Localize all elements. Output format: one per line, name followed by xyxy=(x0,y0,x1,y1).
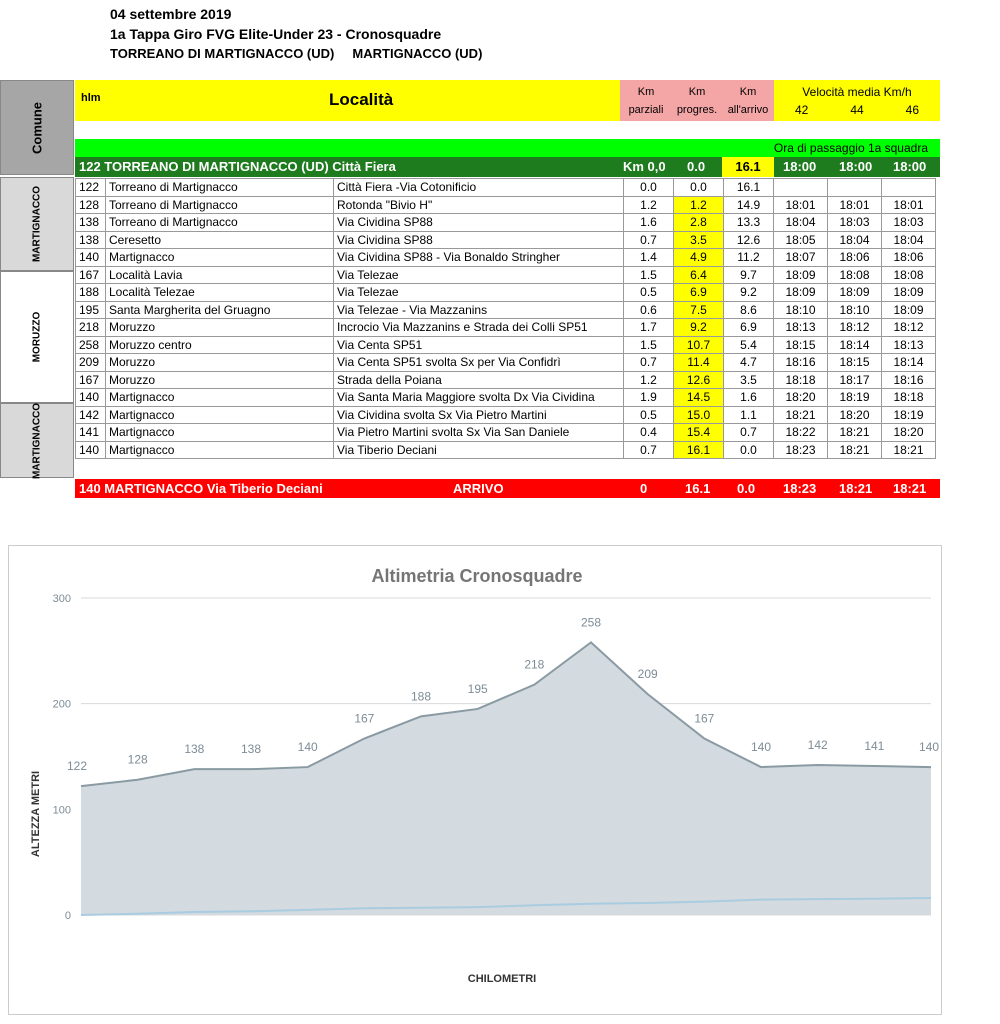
elevation-data-label: 140 xyxy=(297,740,318,755)
row-time-44: 18:21 xyxy=(828,424,882,442)
start-row xyxy=(75,157,940,177)
start-row-t2: 18:00 xyxy=(839,159,873,174)
localita-header: Località xyxy=(329,90,394,109)
header-end-place: MARTIGNACCO (UD) xyxy=(352,46,483,61)
row-time-46: 18:09 xyxy=(882,284,936,302)
row-hlm: 138 xyxy=(76,214,106,232)
elevation-data-label: 122 xyxy=(67,759,88,774)
row-km-progres: 11.4 xyxy=(674,354,724,372)
km-parziali-line1: Km xyxy=(637,86,655,98)
row-time-44: 18:17 xyxy=(828,371,882,389)
row-km-parziali: 0.5 xyxy=(624,406,674,424)
row-km-progres: 15.0 xyxy=(674,406,724,424)
group-label: MARTIGNACCO xyxy=(31,402,43,479)
chart-ylabel: ALTEZZA METRI xyxy=(30,770,42,858)
row-localita: Moruzzo centro xyxy=(106,336,334,354)
row-km-progres: 16.1 xyxy=(674,441,724,459)
km-progres-header xyxy=(672,80,722,121)
row-km-progres: 3.5 xyxy=(674,231,724,249)
row-km-progres: 10.7 xyxy=(674,336,724,354)
row-hlm: 140 xyxy=(76,441,106,459)
row-time-44: 18:09 xyxy=(828,284,882,302)
row-time-44: 18:19 xyxy=(828,389,882,407)
table-row xyxy=(76,441,936,459)
table-row xyxy=(76,336,936,354)
row-time-42: 18:09 xyxy=(774,284,828,302)
elevation-data-label: 167 xyxy=(694,711,715,726)
row-hlm: 258 xyxy=(76,336,106,354)
km-progres-line2: progres. xyxy=(676,104,718,116)
row-km-arrivo: 1.6 xyxy=(724,389,774,407)
row-time-42: 18:04 xyxy=(774,214,828,232)
table-row xyxy=(76,196,936,214)
row-hlm: 209 xyxy=(76,354,106,372)
row-time-46: 18:21 xyxy=(882,441,936,459)
row-time-44: 18:10 xyxy=(828,301,882,319)
row-km-parziali: 0.4 xyxy=(624,424,674,442)
row-localita: Moruzzo xyxy=(106,354,334,372)
row-localita: Martignacco xyxy=(106,249,334,267)
row-via: Via Telezae xyxy=(334,284,624,302)
row-time-42: 18:16 xyxy=(774,354,828,372)
row-via: Via Cividina SP88 xyxy=(334,231,624,249)
speed-46: 46 xyxy=(905,103,919,117)
row-time-44: 18:15 xyxy=(828,354,882,372)
row-localita: Località Telezae xyxy=(106,284,334,302)
row-localita: Moruzzo xyxy=(106,371,334,389)
y-tick-label: 300 xyxy=(52,593,71,605)
finish-row-t2: 18:21 xyxy=(839,481,873,496)
elevation-data-label: 138 xyxy=(184,742,205,757)
row-km-parziali: 0.0 xyxy=(624,179,674,197)
row-km-parziali: 0.7 xyxy=(624,354,674,372)
elevation-data-label: 209 xyxy=(637,667,658,682)
row-km-arrivo: 9.7 xyxy=(724,266,774,284)
row-km-parziali: 0.7 xyxy=(624,231,674,249)
row-time-44: 18:14 xyxy=(828,336,882,354)
row-hlm: 188 xyxy=(76,284,106,302)
elevation-data-label: 167 xyxy=(354,711,375,726)
row-time-44: 18:20 xyxy=(828,406,882,424)
speeds-row xyxy=(774,103,940,117)
row-km-parziali: 0.6 xyxy=(624,301,674,319)
speed-42: 42 xyxy=(794,103,809,117)
row-via: Strada della Poiana xyxy=(334,371,624,389)
row-km-arrivo: 8.6 xyxy=(724,301,774,319)
header-route xyxy=(110,46,482,61)
row-hlm: 142 xyxy=(76,406,106,424)
table-row xyxy=(76,284,936,302)
row-km-arrivo: 14.9 xyxy=(724,196,774,214)
row-km-parziali: 0.7 xyxy=(624,441,674,459)
row-time-44: 18:06 xyxy=(828,249,882,267)
row-km-parziali: 1.2 xyxy=(624,371,674,389)
row-time-44: 18:04 xyxy=(828,231,882,249)
row-time-42: 18:23 xyxy=(774,441,828,459)
table-row xyxy=(76,354,936,372)
finish-row-arr: 0.0 xyxy=(737,481,756,496)
row-via: Rotonda "Bivio H" xyxy=(334,196,624,214)
row-time-42: 18:22 xyxy=(774,424,828,442)
row-localita: Ceresetto xyxy=(106,231,334,249)
row-localita: Martignacco xyxy=(106,406,334,424)
localita-header-band xyxy=(75,80,620,121)
row-km-arrivo: 0.0 xyxy=(724,441,774,459)
row-via: Via Cividina svolta Sx Via Pietro Martini xyxy=(334,406,624,424)
elevation-data-label: 138 xyxy=(240,742,262,757)
table-row xyxy=(76,424,936,442)
row-time-46: 18:13 xyxy=(882,336,936,354)
table-row xyxy=(76,301,936,319)
comune-header-label: Comune xyxy=(29,101,45,154)
row-km-progres: 6.4 xyxy=(674,266,724,284)
finish-row-t1: 18:23 xyxy=(783,481,817,496)
start-row-t3: 18:00 xyxy=(893,159,927,174)
start-row-arrivo: 16.1 xyxy=(722,157,774,177)
finish-row xyxy=(75,479,940,498)
row-via: Incrocio Via Mazzanins e Strada dei Colli SP51 xyxy=(334,319,624,337)
row-time-44: 18:01 xyxy=(828,196,882,214)
row-time-44 xyxy=(828,179,882,197)
row-time-46: 18:01 xyxy=(882,196,936,214)
row-time-42: 18:18 xyxy=(774,371,828,389)
row-via: Via Santa Maria Maggiore svolta Dx Via Cividina xyxy=(334,389,624,407)
y-tick-label: 200 xyxy=(52,698,71,711)
row-km-progres: 12.6 xyxy=(674,371,724,389)
header-event: 1a Tappa Giro FVG Elite-Under 23 - Cronosquadre xyxy=(110,26,442,42)
table-row xyxy=(76,266,936,284)
row-km-parziali: 1.9 xyxy=(624,389,674,407)
row-time-46: 18:09 xyxy=(882,301,936,319)
row-time-44: 18:21 xyxy=(828,441,882,459)
row-via: Via Pietro Martini svolta Sx Via San Daniele xyxy=(334,424,624,442)
row-time-44: 18:12 xyxy=(828,319,882,337)
altimetry-chart-svg xyxy=(9,546,941,1014)
finish-row-t3: 18:21 xyxy=(893,481,927,496)
group-martignacco-1 xyxy=(0,177,74,271)
row-km-parziali: 1.5 xyxy=(624,266,674,284)
elevation-area xyxy=(81,642,931,915)
row-time-42: 18:09 xyxy=(774,266,828,284)
row-km-arrivo: 9.2 xyxy=(724,284,774,302)
table-row xyxy=(76,319,936,337)
table-row xyxy=(76,179,936,197)
finish-row-prog: 16.1 xyxy=(685,481,711,496)
row-localita: Martignacco xyxy=(106,424,334,442)
km-progres-line1: Km xyxy=(688,86,706,98)
row-km-progres: 1.2 xyxy=(674,196,724,214)
row-hlm: 167 xyxy=(76,266,106,284)
elevation-data-label: 141 xyxy=(864,739,885,754)
row-time-46: 18:14 xyxy=(882,354,936,372)
row-km-arrivo: 5.4 xyxy=(724,336,774,354)
row-localita: Martignacco xyxy=(106,389,334,407)
row-time-42: 18:05 xyxy=(774,231,828,249)
finish-row-arrivo: ARRIVO xyxy=(453,481,504,496)
km-arrivo-line2: all'arrivo xyxy=(727,104,769,116)
row-hlm: 218 xyxy=(76,319,106,337)
schedule-table xyxy=(75,178,936,459)
velocita-label: Velocità media Km/h xyxy=(802,85,912,99)
row-time-42: 18:13 xyxy=(774,319,828,337)
row-km-progres: 15.4 xyxy=(674,424,724,442)
row-time-46 xyxy=(882,179,936,197)
row-km-parziali: 0.5 xyxy=(624,284,674,302)
finish-row-km: 0 xyxy=(640,481,648,496)
chart-title: Altimetria Cronosquadre xyxy=(371,566,583,586)
elevation-data-label: 142 xyxy=(807,737,828,752)
row-via: Via Tiberio Deciani xyxy=(334,441,624,459)
row-km-arrivo: 16.1 xyxy=(724,179,774,197)
schedule-sheet xyxy=(0,80,940,500)
km-arrivo-header xyxy=(722,80,774,121)
row-via: Città Fiera -Via Cotonificio xyxy=(334,179,624,197)
row-via: Via Centa SP51 svolta Sx per Via Confidrì xyxy=(334,354,624,372)
start-row-prog: 0.0 xyxy=(687,159,706,174)
ora-passaggio: Ora di passaggio 1a squadra xyxy=(773,141,928,155)
y-tick-label: 100 xyxy=(52,804,71,817)
start-row-km: Km 0,0 xyxy=(623,159,666,174)
velocita-header xyxy=(774,80,940,121)
row-km-progres: 2.8 xyxy=(674,214,724,232)
row-km-arrivo: 12.6 xyxy=(724,231,774,249)
row-time-42: 18:07 xyxy=(774,249,828,267)
hlm-header: hlm xyxy=(81,92,101,104)
row-localita: Torreano di Martignacco xyxy=(106,214,334,232)
row-hlm: 140 xyxy=(76,389,106,407)
row-time-46: 18:03 xyxy=(882,214,936,232)
row-km-arrivo: 11.2 xyxy=(724,249,774,267)
elevation-data-label: 218 xyxy=(524,657,545,672)
table-row xyxy=(76,249,936,267)
km-parziali-header xyxy=(620,80,672,121)
row-localita: Torreano di Martignacco xyxy=(106,196,334,214)
km-parziali-line2: parziali xyxy=(628,104,664,116)
row-km-arrivo: 6.9 xyxy=(724,319,774,337)
elevation-data-label: 128 xyxy=(127,752,148,767)
table-row xyxy=(76,371,936,389)
row-time-46: 18:12 xyxy=(882,319,936,337)
row-km-arrivo: 13.3 xyxy=(724,214,774,232)
group-moruzzo xyxy=(0,271,74,403)
row-time-42: 18:20 xyxy=(774,389,828,407)
row-time-46: 18:19 xyxy=(882,406,936,424)
row-km-parziali: 1.4 xyxy=(624,249,674,267)
row-km-arrivo: 0.7 xyxy=(724,424,774,442)
row-localita: Martignacco xyxy=(106,441,334,459)
start-row-label: 122 TORREANO DI MARTIGNACCO (UD) Città Fiera xyxy=(79,159,396,174)
elevation-data-label: 188 xyxy=(410,689,432,704)
chart-xlabel: CHILOMETRI xyxy=(467,973,537,985)
row-km-progres: 0.0 xyxy=(674,179,724,197)
elevation-data-label: 258 xyxy=(580,615,602,630)
table-row xyxy=(76,389,936,407)
row-hlm: 141 xyxy=(76,424,106,442)
row-localita: Moruzzo xyxy=(106,319,334,337)
row-km-parziali: 1.2 xyxy=(624,196,674,214)
table-row xyxy=(76,231,936,249)
ora-passaggio-band xyxy=(75,139,940,157)
elevation-data-label: 140 xyxy=(918,740,939,755)
row-hlm: 167 xyxy=(76,371,106,389)
table-row xyxy=(76,406,936,424)
row-localita: Località Lavia xyxy=(106,266,334,284)
row-hlm: 195 xyxy=(76,301,106,319)
comune-header xyxy=(0,80,74,175)
row-localita: Torreano di Martignacco xyxy=(106,179,334,197)
elevation-data-label: 195 xyxy=(467,681,488,696)
row-via: Via Telezae xyxy=(334,266,624,284)
elevation-data-label: 140 xyxy=(750,740,772,755)
row-hlm: 140 xyxy=(76,249,106,267)
row-km-parziali: 1.5 xyxy=(624,336,674,354)
header-start-place: TORREANO DI MARTIGNACCO (UD) xyxy=(110,46,335,61)
group-label: MORUZZO xyxy=(31,311,43,363)
row-time-42: 18:15 xyxy=(774,336,828,354)
row-time-44: 18:03 xyxy=(828,214,882,232)
row-hlm: 122 xyxy=(76,179,106,197)
row-hlm: 128 xyxy=(76,196,106,214)
row-time-46: 18:04 xyxy=(882,231,936,249)
altimetry-chart xyxy=(8,545,942,1015)
row-time-44: 18:08 xyxy=(828,266,882,284)
table-row xyxy=(76,214,936,232)
start-row-t1: 18:00 xyxy=(783,159,817,174)
row-via: Via Cividina SP88 xyxy=(334,214,624,232)
row-km-parziali: 1.7 xyxy=(624,319,674,337)
row-via: Via Telezae - Via Mazzanins xyxy=(334,301,624,319)
row-hlm: 138 xyxy=(76,231,106,249)
row-time-46: 18:16 xyxy=(882,371,936,389)
row-time-46: 18:20 xyxy=(882,424,936,442)
km-arrivo-line1: Km xyxy=(739,86,757,98)
row-time-42: 18:01 xyxy=(774,196,828,214)
finish-row-label: 140 MARTIGNACCO Via Tiberio Deciani xyxy=(79,481,323,496)
row-km-arrivo: 1.1 xyxy=(724,406,774,424)
row-time-42: 18:10 xyxy=(774,301,828,319)
row-time-42 xyxy=(774,179,828,197)
speed-44: 44 xyxy=(850,103,864,117)
row-time-46: 18:08 xyxy=(882,266,936,284)
row-km-progres: 14.5 xyxy=(674,389,724,407)
row-localita: Santa Margherita del Gruagno xyxy=(106,301,334,319)
row-km-progres: 7.5 xyxy=(674,301,724,319)
row-time-42: 18:21 xyxy=(774,406,828,424)
row-via: Via Cividina SP88 - Via Bonaldo Stringher xyxy=(334,249,624,267)
group-martignacco-2 xyxy=(0,403,74,478)
row-km-progres: 4.9 xyxy=(674,249,724,267)
y-tick-label: 0 xyxy=(64,910,71,922)
group-label: MARTIGNACCO xyxy=(31,185,43,263)
row-via: Via Centa SP51 xyxy=(334,336,624,354)
row-km-progres: 6.9 xyxy=(674,284,724,302)
header-date: 04 settembre 2019 xyxy=(110,6,232,22)
row-time-46: 18:06 xyxy=(882,249,936,267)
row-km-parziali: 1.6 xyxy=(624,214,674,232)
row-time-46: 18:18 xyxy=(882,389,936,407)
row-km-arrivo: 4.7 xyxy=(724,354,774,372)
row-km-arrivo: 3.5 xyxy=(724,371,774,389)
row-km-progres: 9.2 xyxy=(674,319,724,337)
